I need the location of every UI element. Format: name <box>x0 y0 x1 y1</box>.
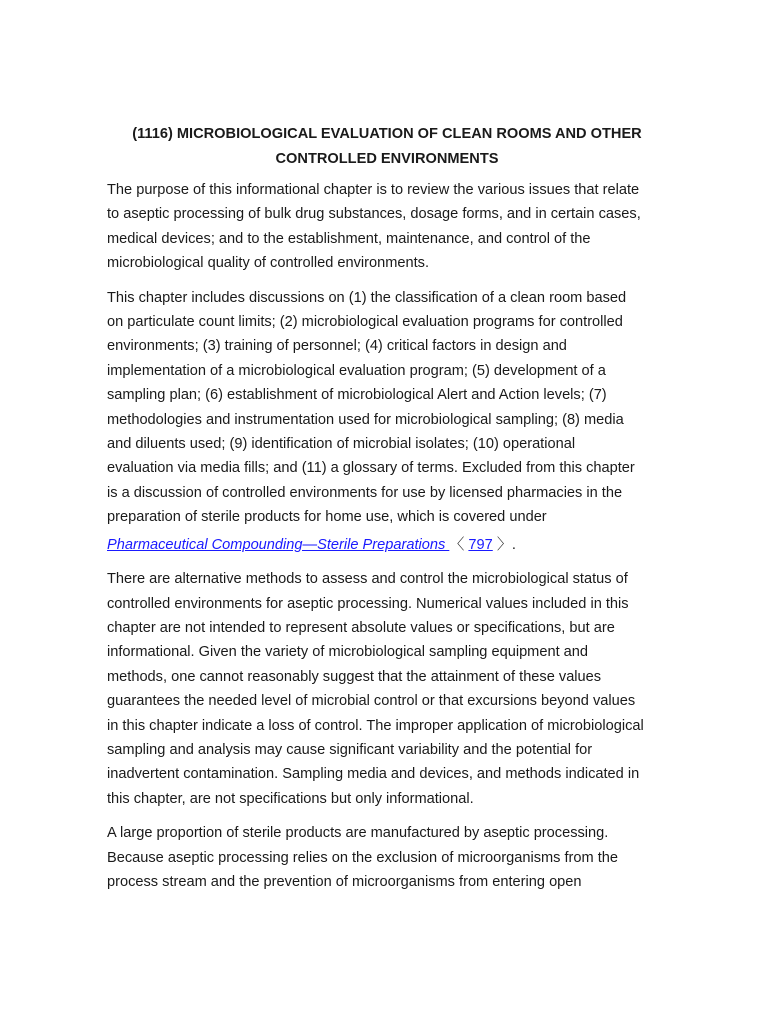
text-line: The purpose of this informational chapter is to review the various issues that relate <box>107 182 640 198</box>
text-line: implementation of a microbiological evaluation program; (5) development of a <box>107 362 606 379</box>
bracket-close: 〉 <box>496 535 512 553</box>
paragraph-aseptic-processing <box>107 821 667 894</box>
text-line: preparation of sterile products for home use, which is covered under <box>107 509 547 526</box>
text-line: to aseptic processing of bulk drug substances, dosage forms, and in certain cases, <box>107 206 641 223</box>
text-line: environments; (3) training of personnel; (4) critical factors in design and <box>107 338 567 355</box>
paragraph-purpose <box>107 178 667 276</box>
chapter-title-line-2: CONTROLLED ENVIRONMENTS <box>275 151 499 167</box>
chapter-title-line-1: (1116) MICROBIOLOGICAL EVALUATION OF CLEAN ROOMS AND OTHER <box>132 126 642 142</box>
paragraph-alternative-methods <box>107 567 667 811</box>
text-line: guarantees the needed level of microbial control or that excursions beyond values <box>107 693 636 710</box>
text-line: evaluation via media fills; and (11) a glossary of terms. Excluded from this chapter <box>107 460 635 477</box>
text-line: informational. Given the variety of microbiological sampling equipment and <box>107 644 589 661</box>
text-line: is a discussion of controlled environments for use by licensed pharmacies in the <box>107 484 623 501</box>
text-line: This chapter includes discussions on (1) the classification of a clean room based <box>107 289 627 306</box>
text-line: Because aseptic processing relies on the exclusion of microorganisms from the <box>107 849 619 866</box>
text-line: There are alternative methods to assess and control the microbiological status of <box>107 571 628 588</box>
text-line: microbiological quality of controlled environments. <box>107 255 430 272</box>
text-line: in this chapter indicate a loss of control. The improper application of microbiological <box>107 717 644 734</box>
reference-line <box>107 533 667 557</box>
end-punctuation: . <box>511 536 516 553</box>
text-line: controlled environments for aseptic processing. Numerical values included in this <box>107 595 629 612</box>
reference-link[interactable]: Pharmaceutical Compounding—Sterile Preparations <box>107 536 450 553</box>
text-line: on particulate count limits; (2) microbiological evaluation programs for controlled <box>107 314 623 331</box>
paragraph-scope <box>107 286 667 557</box>
document-body <box>107 122 667 904</box>
text-line: methodologies and instrumentation used for microbiological sampling; (8) media <box>107 411 624 428</box>
chapter-title <box>107 122 667 172</box>
text-line: inadvertent contamination. Sampling media and devices, and methods indicated in <box>107 766 640 783</box>
text-line: medical devices; and to the establishment, maintenance, and control of the <box>107 230 591 247</box>
text-line: sampling plan; (6) establishment of microbiological Alert and Action levels; (7) <box>107 387 607 404</box>
text-line: sampling and analysis may cause significant variability and the potential for <box>107 741 593 758</box>
text-line: process stream and the prevention of microorganisms from entering open <box>107 873 582 890</box>
bracket-open: 〈 <box>449 535 465 553</box>
text-line: this chapter, are not specifications but only informational. <box>107 790 474 807</box>
text-line: chapter are not intended to represent absolute values or specifications, but are <box>107 619 615 636</box>
text-line: A large proportion of sterile products are manufactured by aseptic processing. <box>107 825 609 842</box>
chapter-number-link[interactable]: 797 <box>468 536 493 553</box>
text-line: and diluents used; (9) identification of microbial isolates; (10) operational <box>107 436 576 453</box>
text-line: methods, one cannot reasonably suggest that the attainment of these values <box>107 668 602 685</box>
